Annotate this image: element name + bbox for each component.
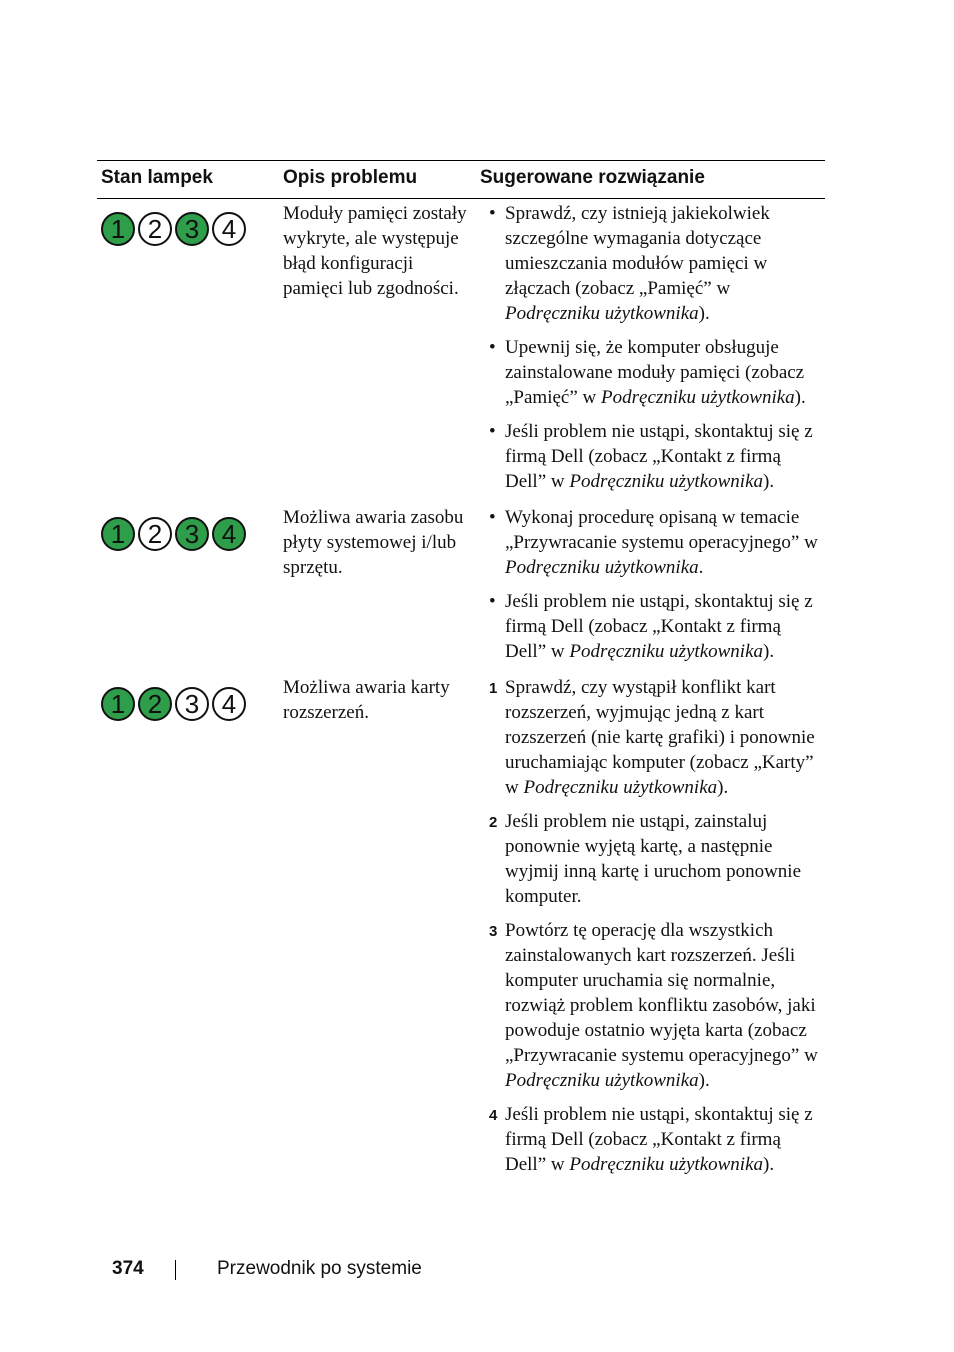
solution-list [487, 675, 823, 1186]
manual-reference: Podręczniku użytkownika [601, 387, 795, 408]
manual-reference: Podręczniku użytkownika [505, 303, 699, 324]
solution-suffix: ). [698, 303, 710, 324]
bullet-marker: • [489, 591, 496, 612]
manual-reference: Podręczniku użytkownika [569, 1154, 764, 1175]
solution-text: Jeśli problem nie ustąpi, zainstaluj ponownie wyjętą kartę, a następnie wyjmij inną kartę i uruchom ponownie komputer. [505, 811, 802, 907]
manual-reference: Podręczniku użytkownika [569, 471, 764, 492]
solution-text: Sprawdź, czy wystąpił konflikt kart rozszerzeń, wyjmując jedną z kart rozszerzeń (nie kartę grafiki) i ponownie uruchamiając komputer (zobacz „Karty” w [505, 677, 815, 798]
step-number: 3 [489, 923, 498, 940]
document-title: Przewodnik po systemie [217, 1258, 422, 1279]
list-item [487, 675, 823, 800]
solution-suffix: ). [698, 1070, 710, 1091]
light-4-icon: 4 [212, 517, 246, 551]
solution-text: Sprawdź, czy istnieją jakiekolwiek szczególne wymagania dotyczące umieszczania modułów pamięci w złączach (zobacz „Pamięć” w [505, 203, 770, 299]
list-item [487, 201, 823, 326]
bullet-marker: • [489, 421, 496, 442]
problem-description: Moduły pamięci zostały wykryte, ale występuje błąd konfiguracji pamięci lub zgodności. [283, 203, 467, 299]
light-1-icon: 1 [101, 212, 135, 246]
manual-reference: Podręczniku użytkownika [505, 1070, 699, 1091]
diagnostic-lights [101, 212, 246, 246]
diagnostic-lights [101, 517, 246, 551]
light-4-icon: 4 [212, 212, 246, 246]
solution-text: Jeśli problem nie ustąpi, skontaktuj się z firmą Dell (zobacz „Kontakt z firmą Dell” w [505, 1104, 813, 1175]
solution-suffix: . [698, 557, 704, 578]
step-number: 4 [489, 1107, 498, 1124]
light-3-icon: 3 [175, 517, 209, 551]
list-item [487, 335, 823, 410]
solution-list [487, 505, 823, 673]
manual-reference: Podręczniku użytkownika [523, 777, 718, 798]
light-1-icon: 1 [101, 517, 135, 551]
solution-text: Jeśli problem nie ustąpi, skontaktuj się z firmą Dell (zobacz „Kontakt z firmą Dell” w [505, 591, 813, 662]
light-3-icon: 3 [175, 687, 209, 721]
solution-suffix: ). [763, 1154, 775, 1175]
light-1-icon: 1 [101, 687, 135, 721]
solution-suffix: ). [717, 777, 729, 798]
solution-text: Powtórz tę operację dla wszystkich zainstalowanych kart rozszerzeń. Jeśli komputer uruchamia się normalnie, rozwiąż problem konfliktu zasobów, jaki powoduje ostatnio wyjęta karta (zobacz „Przywracanie systemu operacyjnego” w [505, 920, 818, 1066]
solution-suffix: ). [763, 641, 775, 662]
light-4-icon: 4 [212, 687, 246, 721]
light-2-icon: 2 [138, 687, 172, 721]
light-2-icon: 2 [138, 517, 172, 551]
light-2-icon: 2 [138, 212, 172, 246]
page-footer [0, 1258, 954, 1288]
manual-reference: Podręczniku użytkownika [569, 641, 764, 662]
step-number: 2 [489, 814, 498, 831]
solution-list [487, 201, 823, 503]
solution-suffix: ). [794, 387, 806, 408]
manual-reference: Podręczniku użytkownika [505, 557, 699, 578]
diagnostic-lights-table [97, 160, 825, 1175]
solution-suffix: ). [763, 471, 775, 492]
page-number: 374 [112, 1258, 144, 1279]
list-item [487, 918, 823, 1093]
problem-description: Możliwa awaria zasobu płyty systemowej i/lub sprzętu. [283, 507, 464, 578]
bullet-marker: • [489, 203, 496, 224]
header-problem-description: Opis problemu [283, 167, 418, 188]
header-light-state: Stan lampek [101, 167, 213, 188]
solution-text: Upewnij się, że komputer obsługuje zainstalowane moduły pamięci (zobacz „Pamięć” w [505, 337, 805, 408]
bullet-marker: • [489, 507, 496, 528]
list-item [487, 505, 823, 580]
list-item [487, 1102, 823, 1177]
light-3-icon: 3 [175, 212, 209, 246]
solution-text: Wykonaj procedurę opisaną w temacie „Przywracanie systemu operacyjnego” w [505, 507, 818, 553]
list-item [487, 419, 823, 494]
header-suggested-solution: Sugerowane rozwiązanie [480, 167, 705, 188]
footer-divider [175, 1260, 176, 1280]
table-header [97, 160, 825, 199]
bullet-marker: • [489, 337, 496, 358]
list-item [487, 809, 823, 909]
problem-description: Możliwa awaria karty rozszerzeń. [283, 677, 450, 723]
step-number: 1 [489, 680, 498, 697]
list-item [487, 589, 823, 664]
diagnostic-lights [101, 687, 246, 721]
solution-text: Jeśli problem nie ustąpi, skontaktuj się z firmą Dell (zobacz „Kontakt z firmą Dell” w [505, 421, 813, 492]
